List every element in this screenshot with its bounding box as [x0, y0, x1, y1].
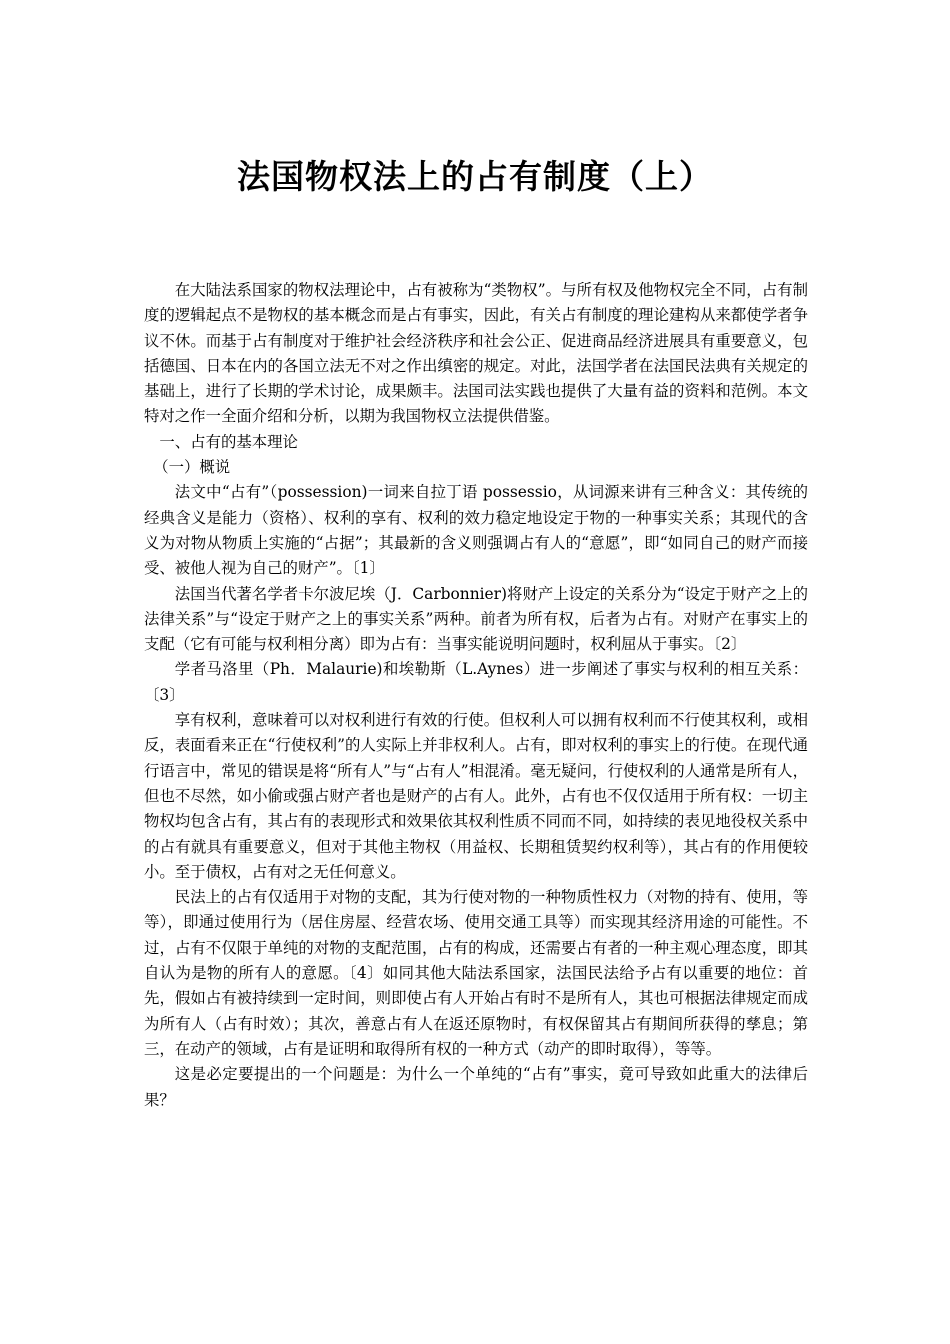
paragraph-etymology: 法文中“占有”（possession)一词来自拉丁语 possessio，从词源来讲有三种含义：其传统的经典含义是能力（资格）、权利的享有、权利的效力稳定地设定于物的一种事实关系；其现代的含义为对物从物质上实施的“占据”；其最新的含义则强调占有人的“意愿”，即“如同自己的财产而接受、被他人视为自己的财产”。〔1〕	[144, 483, 808, 578]
paragraph-intro: 在大陆法系国家的物权法理论中，占有被称为“类物权”。与所有权及他物权完全不同，占有制度的逻辑起点不是物权的基本概念而是占有事实，因此，有关占有制度的理论建构从来都使学者争议不休。而基于占有制度对于维护社会经济秩序和社会公正、促进商品经济进展具有重要意义，包括德国、日本在内的各国立法无不对之作出缜密的规定。对此，法国学者在法国民法典有关规定的基础上，进行了长期的学术讨论，成果颇丰。法国司法实践也提供了大量有益的资料和范例。本文特对之作一全面介绍和分析，以期为我国物权立法提供借鉴。	[144, 281, 808, 426]
paragraph-rights: 享有权利，意味着可以对权利进行有效的行使。但权利人可以拥有权利而不行使其权利，或相反，表面看来正在“行使权利”的人实际上并非权利人。占有，即对权利的事实上的行使。在现代通行语言中，常见的错误是将“所有人”与“占有人”相混淆。毫无疑问，行使权利的人通常是所有人，但也不尽然，如小偷或强占财产者也是财产的占有人。此外，占有也不仅仅适用于所有权：一切主物权均包含占有，其占有的表现形式和效果依其权利性质不同而不同，如持续的表见地役权关系中的占有就具有重要意义，但对于其他主物权（用益权、长期租赁契约权利等），其占有的作用便较小。至于债权，占有对之无任何意义。	[144, 711, 808, 881]
paragraph-malaurie: 学者马洛里（Ph．Malaurie)和埃勒斯（L.Aynes）进一步阐述了事实与权利的相互关系：〔3〕	[144, 660, 808, 704]
subsection-heading-1: （一）概说	[153, 458, 231, 477]
paragraph-civil-law: 民法上的占有仅适用于对物的支配，其为行使对物的一种物质性权力（对物的持有、使用，等等），即通过使用行为（居住房屋、经营农场、使用交通工具等）而实现其经济用途的可能性。不过，占有不仅限于单纯的对物的支配范围，占有的构成，还需要占有者的一种主观心理态度，即其自认为是物的所有人的意愿。〔4〕如同其他大陆法系国家，法国民法给予占有以重要的地位：首先，假如占有被持续到一定时间，则即使占有人开始占有时不是所有人，其也可根据法律规定而成为所有人（占有时效）；其次，善意占有人在返还原物时，有权保留其占有期间所获得的孳息；第三，在动产的领域，占有是证明和取得所有权的一种方式（动产的即时取得），等等。	[144, 888, 808, 1058]
paragraph-question: 这是必定要提出的一个问题是：为什么一个单纯的“占有”事实，竟可导致如此重大的法律后果？	[144, 1065, 808, 1109]
document-body	[144, 278, 808, 1113]
document-title: 法国物权法上的占有制度（上）	[237, 157, 713, 196]
paragraph-carbonnier: 法国当代著名学者卡尔波尼埃（J．Carbonnier)将财产上设定的关系分为“设定于财产之上的法律关系”与“设定于财产之上的事实关系”两种。前者为所有权，后者为占有。对财产在事实上的支配（它有可能与权利相分离）即为占有：当事实能说明问题时，权利屈从于事实。〔2〕	[144, 584, 808, 654]
section-heading-1: 一、占有的基本理论	[159, 432, 298, 451]
